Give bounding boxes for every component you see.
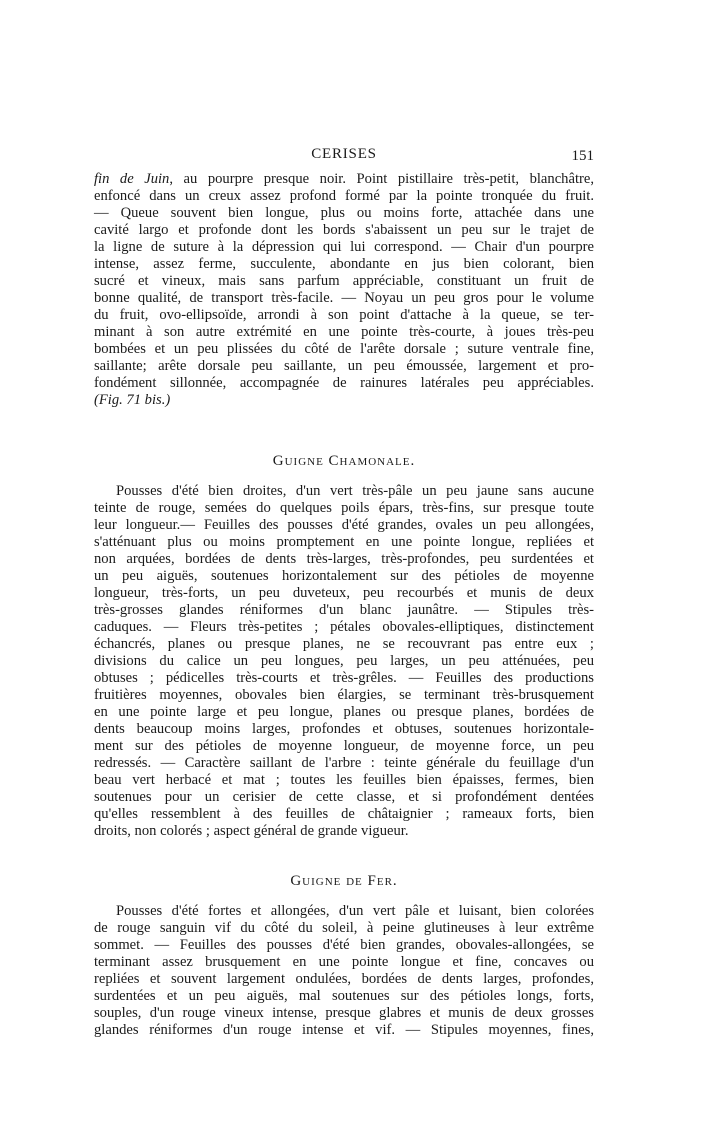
text-line: souples, d'un rouge vineux intense, presque glabres et munis de deux grosses: [94, 1005, 594, 1021]
text-line: teinte de rouge, semées do quelques poils épars, très-fins, sur presque toute: [94, 500, 594, 516]
text-line: intense, assez ferme, succulente, abondante en jus bien colorant, bien: [94, 256, 594, 272]
text-line: caduques. — Fleurs très-petites ; pétales obovales-elliptiques, distinctement: [94, 619, 594, 635]
text-line: soutenues pour un cerisier de cette classe, et si profondément dentées: [94, 789, 594, 805]
text-line: la ligne de suture à la dépression qui lui correspond. — Chair d'un pourpre: [94, 239, 594, 255]
text-line: sommet. — Feuilles des pousses d'été bien grandes, obovales-allongées, se: [94, 937, 594, 953]
running-head: [94, 146, 594, 166]
text-line: Pousses d'été bien droites, d'un vert très-pâle un peu jaune sans aucune: [116, 483, 594, 499]
text-line: enfoncé dans un creux assez profond formé par la pointe tronquée du fruit.: [94, 188, 594, 204]
text-line: en une pointe large et peu longue, planes ou presque planes, bordées de: [94, 704, 594, 720]
section-heading-guigne-de-fer: Guigne de Fer.: [290, 873, 398, 889]
text-line: dents beaucoup moins larges, profondes et obtuses, soutenues horizontale-: [94, 721, 594, 737]
text-line: redressés. — Caractère saillant de l'arbre : teinte générale du feuillage d'un: [94, 755, 594, 771]
text-line: sucré et vineux, mais sans parfum appréciable, constituant un fruit de: [94, 273, 594, 289]
text-line: s'atténuant plus ou moins promptement en une pointe longue, repliées et: [94, 534, 594, 550]
page-number: 151: [571, 148, 594, 164]
text-line: repliées et souvent largement ondulées, bordées de dents larges, profondes,: [94, 971, 594, 987]
text-line: du fruit, ovo-ellipsoïde, arrondi à son point d'attache à la queue, se ter-: [94, 307, 594, 323]
text-line: beau vert herbacé et mat ; toutes les feuilles bien épaisses, fermes, bien: [94, 772, 594, 788]
text-span: , au pourpre presque noir. Point pistillaire très-petit, blanchâtre,: [169, 171, 594, 187]
text-line: cavité largo et profonde dont les bords s'abaissent un peu sur le trajet de: [94, 222, 594, 238]
text-line: qu'elles ressemblent à des feuilles de châtaignier ; rameaux forts, bien: [94, 806, 594, 822]
figure-reference: (Fig. 71 bis.): [94, 392, 171, 408]
text-line: divisions du calice un peu longues, peu larges, un peu atténuées, peu: [94, 653, 594, 669]
text-line: saillante; arête dorsale peu saillante, un peu émoussée, largement et pro-: [94, 358, 594, 374]
italic-phrase: fin de Juin: [94, 171, 170, 187]
text-line: très-grosses glandes réniformes d'un blanc jaunâtre. — Stipules très-: [94, 602, 594, 618]
text-line: fruitières moyennes, obovales bien élargies, se terminant très-brusquement: [94, 687, 594, 703]
text-line: glandes réniformes d'un rouge intense et vif. — Stipules moyennes, fines,: [94, 1022, 594, 1038]
text-line: fondément sillonnée, accompagnée de rainures latérales peu appréciables.: [94, 375, 594, 391]
text-line: leur longueur.— Feuilles des pousses d'été grandes, ovales un peu allongées,: [94, 517, 594, 533]
section-heading-guigne-chamonale: Guigne Chamonale.: [272, 453, 416, 469]
text-line: bombées et un peu plissées du côté de l'arête dorsale ; suture ventrale fine,: [94, 341, 594, 357]
text-line: droits, non colorés ; aspect général de grande vigueur.: [94, 823, 409, 839]
text-line: de rouge sanguin vif du côté du soleil, à peine glutineuses à leur extrême: [94, 920, 594, 936]
running-title: CERISES: [311, 146, 377, 162]
text-line: surdentées et un peu aiguës, mal soutenues sur des pétioles longs, forts,: [94, 988, 594, 1004]
text-line: un peu aiguës, soutenues horizontalement sur des pétioles de moyenne: [94, 568, 594, 584]
text-line: — Queue souvent bien longue, plus ou moins forte, attachée dans une: [94, 205, 594, 221]
text-line: non arquées, bordées de dents très-larges, très-profondes, peu surdentées et: [94, 551, 594, 567]
text-line: minant à son autre extrémité en une pointe très-courte, à joues très-peu: [94, 324, 594, 340]
text-line: terminant assez brusquement en une pointe longue et fine, concaves ou: [94, 954, 594, 970]
text-line: Pousses d'été fortes et allongées, d'un vert pâle et luisant, bien colorées: [116, 903, 594, 919]
text-line: [94, 171, 594, 188]
text-line: longueur, très-forts, un peu duveteux, peu recourbés et munis de deux: [94, 585, 594, 601]
text-line: ment sur des pétioles de moyenne longueur, de moyenne force, un peu: [94, 738, 594, 754]
text-line: obtuses ; pédicelles très-courts et très-grêles. — Feuilles des productions: [94, 670, 594, 686]
text-line: échancrés, planes ou presque planes, ne se recouvrant pas entre eux ;: [94, 636, 594, 652]
text-line: bonne qualité, de transport très-facile. — Noyau un peu gros pour le volume: [94, 290, 594, 306]
